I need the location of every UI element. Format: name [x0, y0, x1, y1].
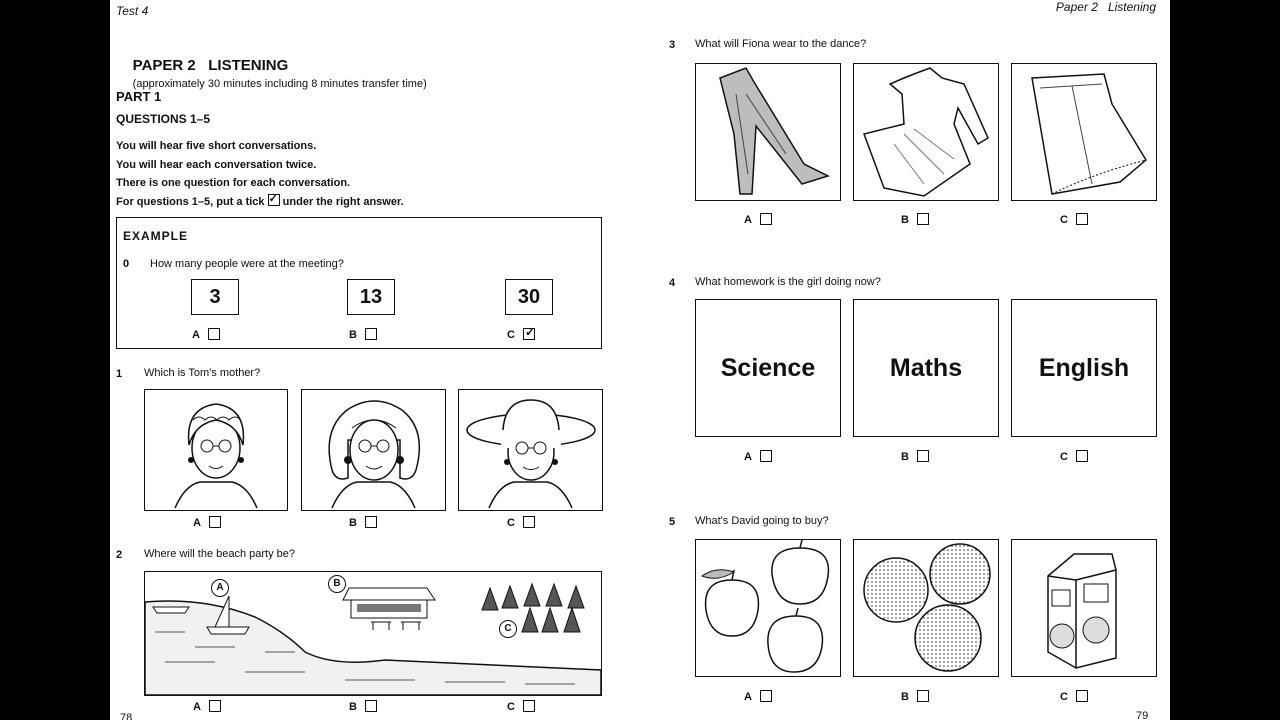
- example-question: How many people were at the meeting?: [150, 258, 344, 270]
- checkbox[interactable]: [917, 690, 929, 702]
- q1-picture-c: [458, 389, 603, 511]
- option-letter: A: [744, 691, 752, 703]
- q1-question: Which is Tom's mother?: [144, 367, 261, 379]
- q1-option-b[interactable]: [349, 516, 377, 529]
- questions-heading: QUESTIONS 1–5: [116, 112, 211, 126]
- option-letter: C: [1060, 691, 1068, 703]
- instruction-text: under the right answer.: [282, 195, 404, 208]
- q3-option-a[interactable]: [744, 213, 772, 226]
- q4-word-maths: Maths: [853, 299, 999, 437]
- dress-illustration: [854, 64, 998, 200]
- q2-question: Where will the beach party be?: [144, 548, 296, 560]
- example-option-c-value: 30: [505, 279, 553, 315]
- test-header: Test 4: [116, 4, 149, 18]
- checkbox[interactable]: [1076, 213, 1088, 225]
- option-letter: C: [1060, 214, 1068, 226]
- q4-option-b[interactable]: [901, 450, 929, 463]
- checkbox[interactable]: [209, 700, 221, 712]
- q5-option-c[interactable]: [1060, 690, 1088, 703]
- q4-word-english: English: [1011, 299, 1157, 437]
- example-option-c[interactable]: [507, 328, 535, 341]
- option-letter: A: [193, 517, 201, 529]
- option-letter: B: [349, 701, 357, 713]
- checkbox[interactable]: [523, 516, 535, 528]
- woman-curly-hair-illustration: [302, 390, 445, 510]
- option-letter: B: [901, 451, 909, 463]
- q5-number: 5: [669, 516, 676, 528]
- example-option-b[interactable]: [349, 328, 377, 341]
- q1-option-c[interactable]: [507, 516, 535, 529]
- option-letter: B: [349, 517, 357, 529]
- paper-title-text: PAPER 2 LISTENING: [132, 57, 289, 74]
- checkbox-checked[interactable]: [523, 328, 535, 340]
- page-number-right: 79: [1136, 710, 1149, 720]
- apples-illustration: [696, 540, 840, 676]
- left-page: [110, 0, 640, 720]
- oranges-illustration: [854, 540, 998, 676]
- checkbox[interactable]: [917, 450, 929, 462]
- option-letter: A: [744, 451, 752, 463]
- q5-option-b[interactable]: [901, 690, 929, 703]
- example-option-b-value: 13: [347, 279, 395, 315]
- checkbox[interactable]: [365, 700, 377, 712]
- q3-number: 3: [669, 39, 676, 51]
- option-letter: C: [1060, 451, 1068, 463]
- q5-picture-b: [853, 539, 999, 677]
- instruction-line: You will hear each conversation twice.: [116, 158, 317, 171]
- option-letter: A: [744, 214, 752, 226]
- q1-picture-b: [301, 389, 446, 511]
- paper-subtitle: (approximately 30 minutes including 8 minutes transfer time): [132, 78, 427, 90]
- q4-option-a[interactable]: [744, 450, 772, 463]
- q2-beach-map: [144, 571, 602, 696]
- part-heading: PART 1: [116, 89, 162, 104]
- q4-question: What homework is the girl doing now?: [695, 276, 881, 288]
- checkbox[interactable]: [1076, 690, 1088, 702]
- woman-with-hat-illustration: [459, 390, 602, 510]
- instruction-line: You will hear five short conversations.: [116, 140, 317, 152]
- q3-option-c[interactable]: [1060, 213, 1088, 226]
- trees-illustration: [480, 578, 595, 648]
- checkbox[interactable]: [523, 700, 535, 712]
- q4-word-science: Science: [695, 299, 841, 437]
- checkbox[interactable]: [209, 516, 221, 528]
- q2-option-b[interactable]: [349, 700, 377, 713]
- option-letter: B: [901, 214, 909, 226]
- skirt-illustration: [1012, 64, 1156, 200]
- checkbox[interactable]: [365, 516, 377, 528]
- map-label-c: C: [499, 620, 517, 638]
- woman-short-hair-illustration: [145, 390, 287, 510]
- q3-option-b[interactable]: [901, 213, 929, 226]
- q4-number: 4: [669, 277, 676, 289]
- example-option-a-value: 3: [191, 279, 239, 315]
- checkbox[interactable]: [208, 328, 220, 340]
- example-box: [116, 217, 602, 349]
- option-letter: C: [507, 517, 515, 529]
- q2-option-a[interactable]: [193, 700, 221, 713]
- paper-title: [116, 40, 427, 108]
- q2-number: 2: [116, 549, 123, 561]
- page-number-left: 78: [120, 712, 133, 720]
- option-letter: A: [193, 701, 201, 713]
- q5-picture-c: [1011, 539, 1157, 677]
- map-label-a: A: [211, 579, 229, 597]
- option-letter: B: [349, 329, 357, 341]
- checkbox[interactable]: [760, 213, 772, 225]
- q3-picture-c: [1011, 63, 1157, 201]
- instructions: [116, 137, 404, 211]
- option-letter: A: [192, 329, 200, 341]
- checkbox[interactable]: [760, 690, 772, 702]
- checkbox[interactable]: [1076, 450, 1088, 462]
- q5-picture-a: [695, 539, 841, 677]
- q5-question: What's David going to buy?: [695, 515, 829, 527]
- trousers-illustration: [696, 64, 840, 200]
- q5-option-a[interactable]: [744, 690, 772, 703]
- example-option-a[interactable]: [192, 328, 220, 341]
- option-letter: C: [507, 701, 515, 713]
- paper-header: Paper 2 Listening: [1055, 0, 1156, 14]
- checkbox[interactable]: [760, 450, 772, 462]
- map-label-b: B: [328, 575, 346, 593]
- q3-picture-b: [853, 63, 999, 201]
- q1-number: 1: [116, 368, 123, 380]
- option-letter: B: [901, 691, 909, 703]
- instruction-line: There is one question for each conversation.: [116, 177, 351, 189]
- juice-carton-illustration: [1012, 540, 1156, 676]
- q2-option-c[interactable]: [507, 700, 535, 713]
- q3-picture-a: [695, 63, 841, 201]
- checkbox[interactable]: [917, 213, 929, 225]
- right-page: [640, 0, 1170, 720]
- q3-question: What will Fiona wear to the dance?: [695, 38, 867, 50]
- instruction-text: For questions 1–5, put a tick: [116, 195, 265, 208]
- tick-box-icon: ✓: [268, 192, 278, 205]
- q4-option-c[interactable]: [1060, 450, 1088, 463]
- q1-option-a[interactable]: [193, 516, 221, 529]
- q1-picture-a: [144, 389, 288, 511]
- example-number: 0: [123, 258, 130, 270]
- example-label: EXAMPLE: [123, 229, 189, 243]
- checkbox[interactable]: [365, 328, 377, 340]
- instruction-line: [116, 193, 404, 212]
- option-letter: C: [507, 329, 515, 341]
